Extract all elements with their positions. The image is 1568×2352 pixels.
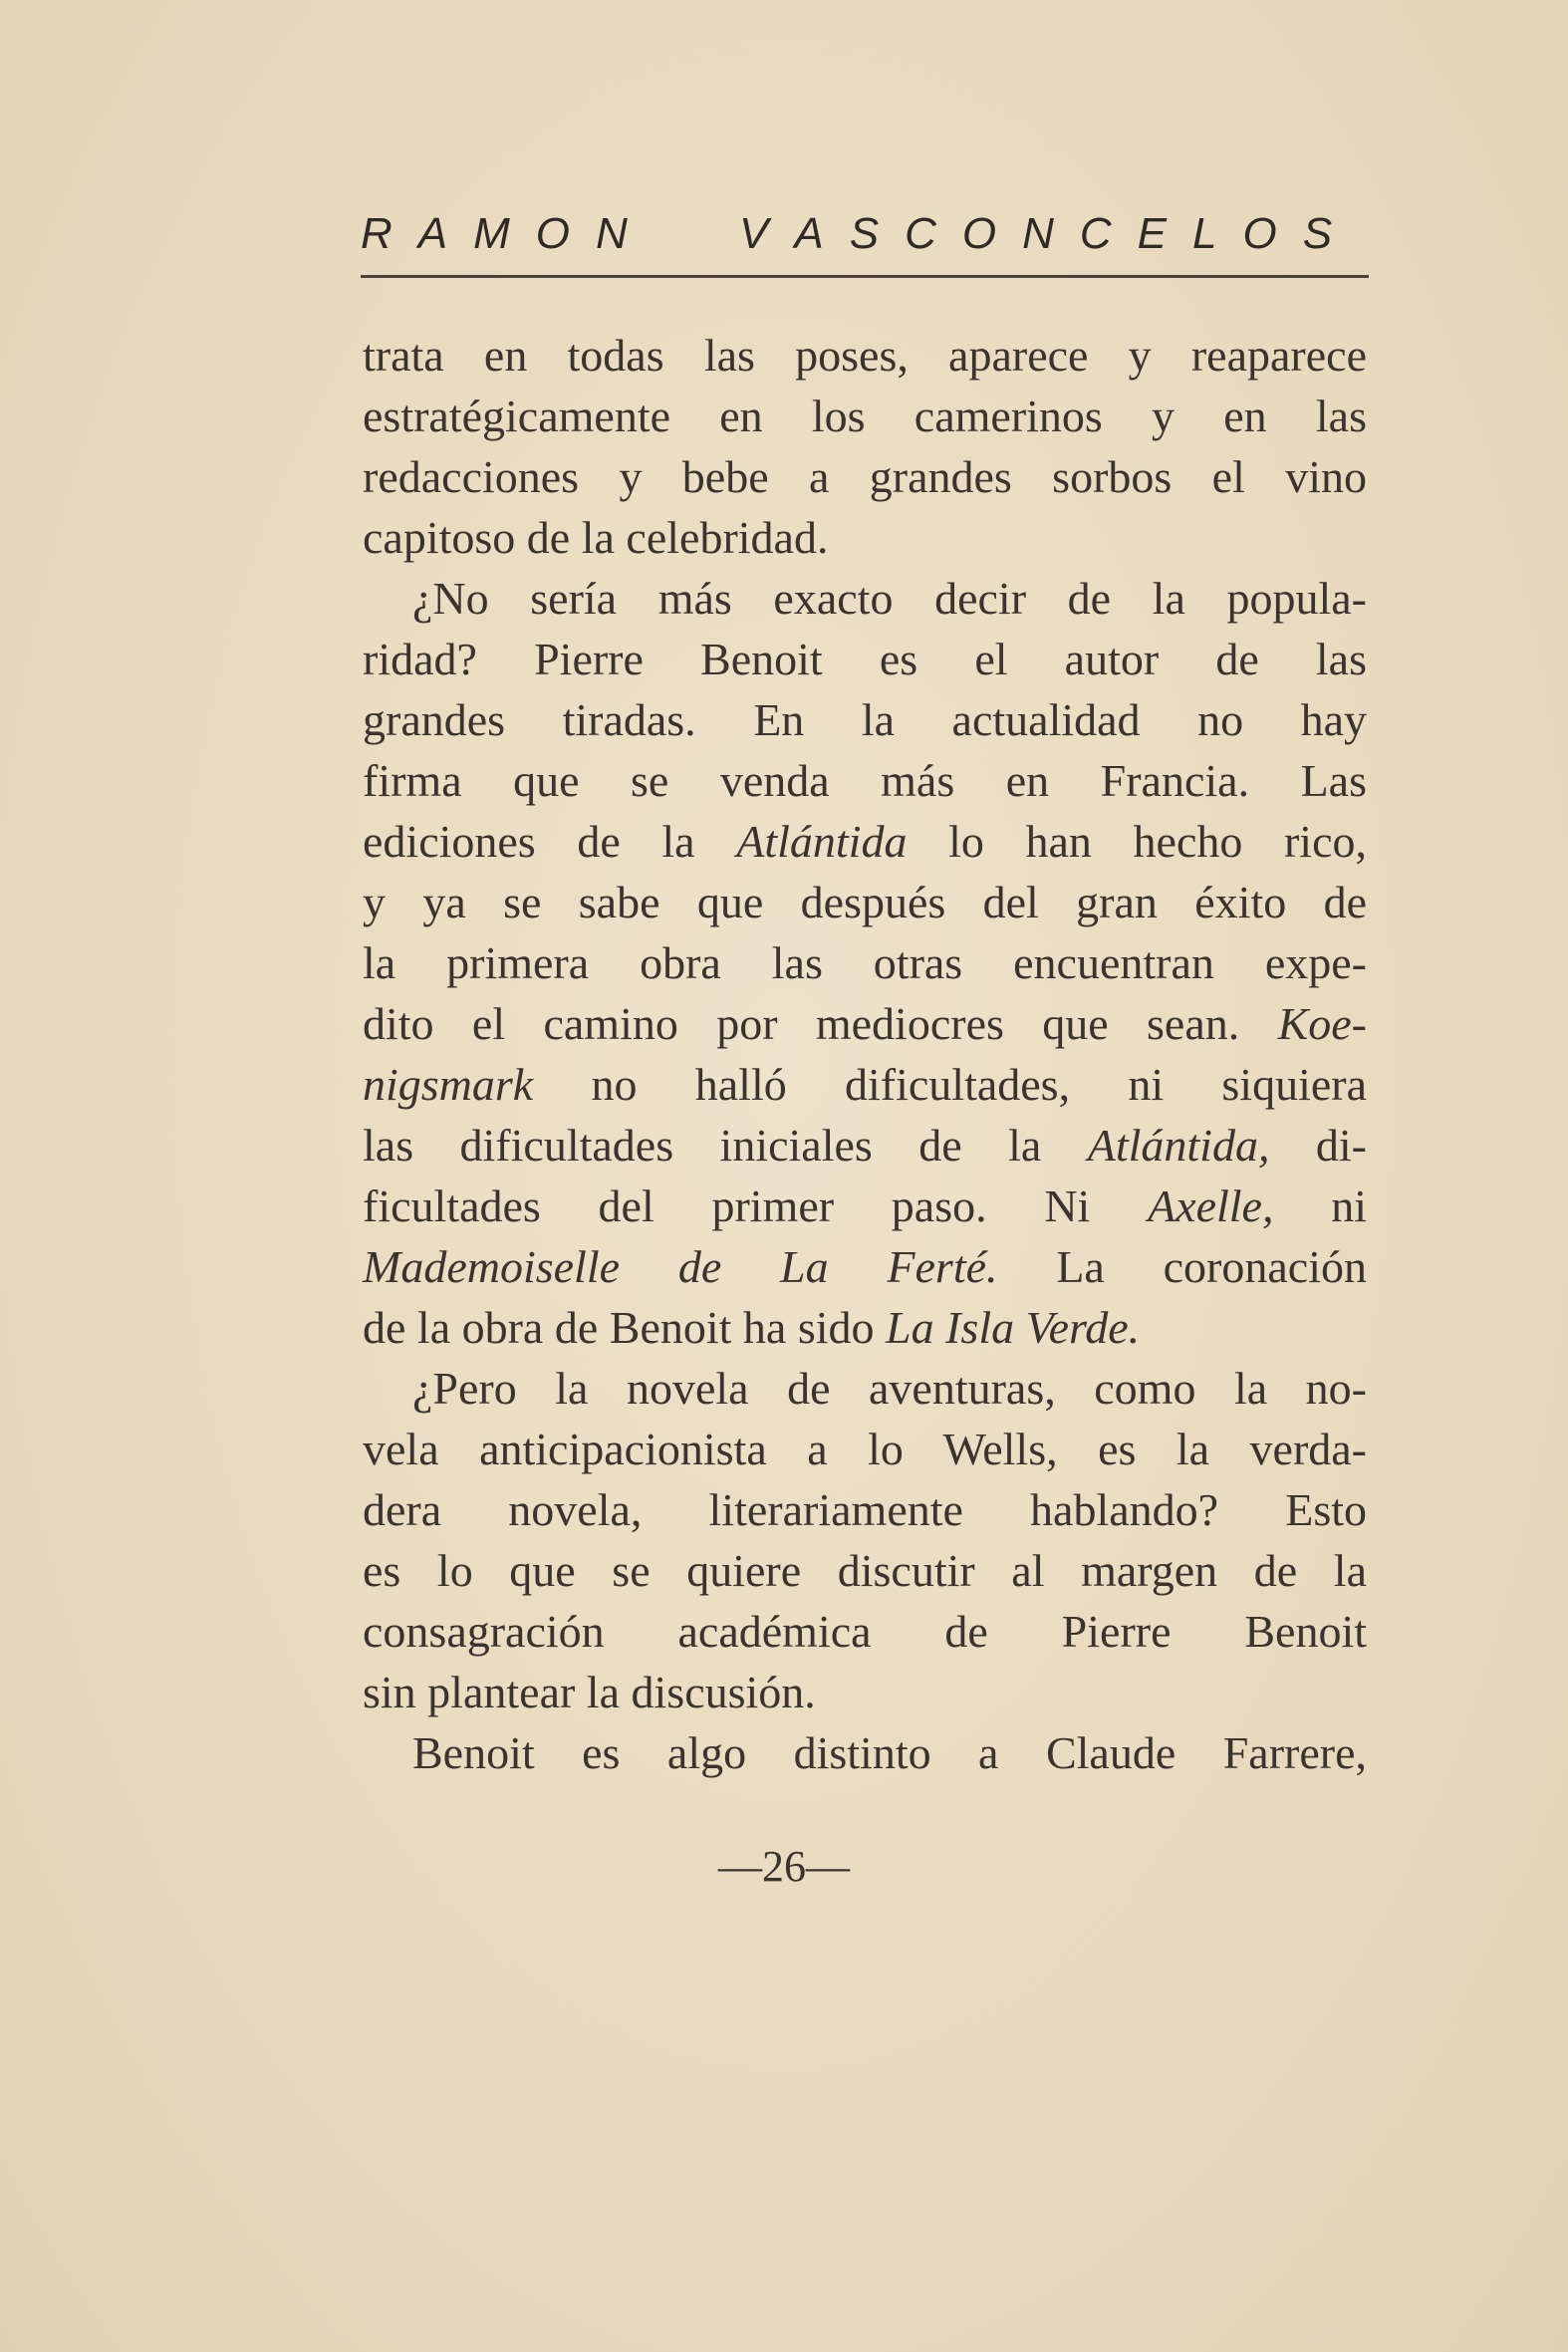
text-line: redacciones y bebe a grandes sorbos el vino (363, 451, 1367, 502)
header-author-last: V A S C O N C E L O S (739, 209, 1333, 258)
italic-title: La Isla Verde. (886, 1302, 1141, 1353)
text-line: es lo que se quiere discutir al margen de la (363, 1545, 1367, 1596)
text-line (363, 1176, 1367, 1236)
text-line: ¿No sería más exacto decir de la popula- (412, 573, 1367, 624)
italic-title: Atlántida, (1087, 1120, 1270, 1171)
italic-title: Axelle, (1148, 1180, 1274, 1231)
text-run: las dificultades iniciales de la (363, 1120, 1088, 1171)
text-line: grandes tiradas. En la actualidad no hay (363, 694, 1367, 745)
text-line (363, 1115, 1367, 1176)
page-number: —26— (718, 1842, 850, 1891)
text-line: vela anticipacionista a lo Wells, es la verda- (363, 1424, 1367, 1474)
text-line (363, 1054, 1367, 1115)
body-text (363, 325, 1367, 1783)
text-run: dito el camino por mediocres que sean. (363, 998, 1278, 1049)
text-line: dera novela, literariamente hablando? Esto (363, 1484, 1367, 1535)
text-run: ficultades del primer paso. Ni (363, 1180, 1149, 1231)
text-run: no halló dificultades, ni siquiera (533, 1059, 1367, 1110)
text-run: ediciones de la (363, 816, 737, 867)
header-rule (361, 275, 1369, 278)
text-run: La coronación (997, 1241, 1367, 1292)
text-line (363, 1236, 1367, 1297)
text-line: trata en todas las poses, aparece y reaparece (363, 330, 1367, 381)
text-line: estratégicamente en los camerinos y en las (363, 391, 1367, 441)
italic-title: Koe- (1277, 998, 1367, 1049)
italic-title: nigsmark (363, 1059, 534, 1110)
text-line: consagración académica de Pierre Benoit (363, 1606, 1367, 1657)
text-run: di- (1269, 1120, 1367, 1171)
header-author-first: R A M O N (361, 209, 628, 258)
text-line (363, 811, 1367, 872)
text-line: ridad? Pierre Benoit es el autor de las (363, 634, 1367, 684)
text-line: firma que se venda más en Francia. Las (363, 755, 1367, 806)
text-run: lo han hecho rico, (907, 816, 1368, 867)
text-line: y ya se sabe que después del gran éxito de (363, 877, 1367, 927)
text-line (363, 1297, 1367, 1358)
text-run: ni (1273, 1180, 1367, 1231)
text-line: sin plantear la discusión. (363, 1667, 816, 1717)
running-header (361, 209, 1367, 269)
text-line (363, 993, 1367, 1054)
text-line: Benoit es algo distinto a Claude Farrere, (412, 1727, 1367, 1778)
text-line: capitoso de la celebridad. (363, 512, 829, 563)
italic-title: Atlántida (736, 816, 908, 867)
text-line: ¿Pero la novela de aventuras, como la no- (412, 1363, 1367, 1414)
italic-title: Mademoiselle de La Ferté. (363, 1241, 998, 1292)
text-line: la primera obra las otras encuentran expe- (363, 937, 1367, 988)
text-run: de la obra de Benoit ha sido (363, 1302, 887, 1353)
